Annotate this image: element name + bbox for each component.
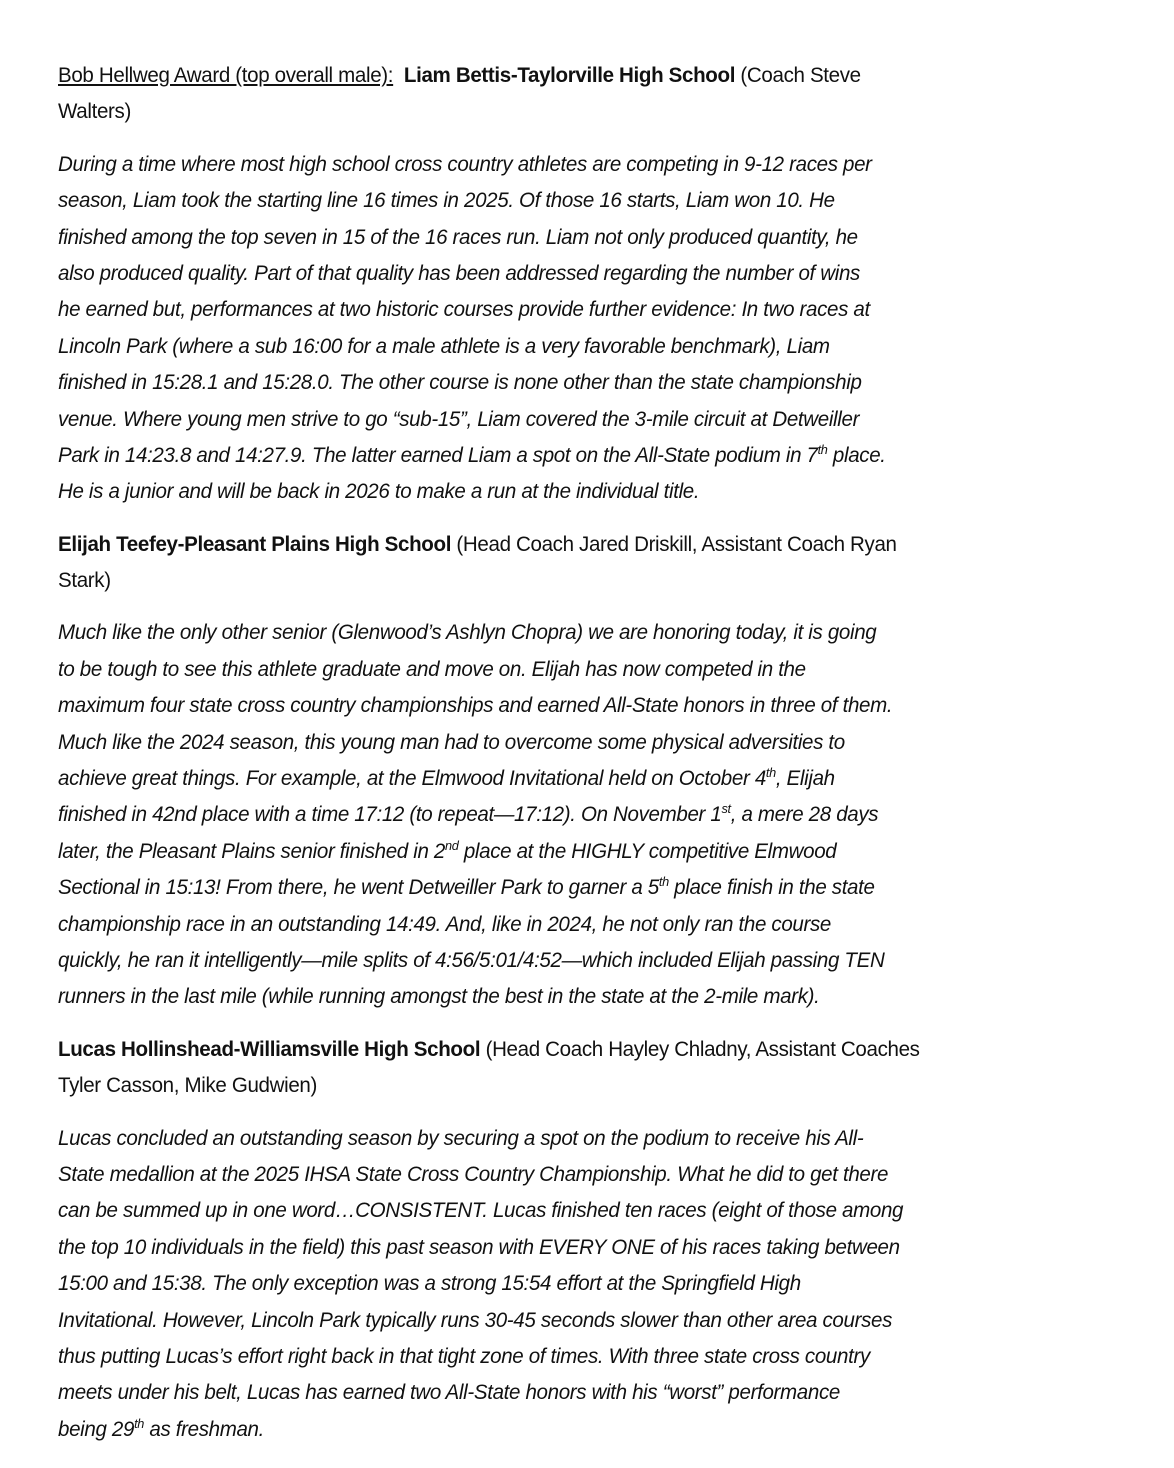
text-run: , a mere 28 days	[730, 803, 879, 827]
body-line: he earned but, performances at two historic courses provide further evidence: In two races at	[58, 298, 870, 322]
coaches-text: Walters)	[58, 100, 131, 124]
body-line: Much like the 2024 season, this young man had to overcome some physical adversities to	[58, 730, 845, 754]
body-line	[58, 870, 1124, 906]
athlete-school-name: Lucas Hollinshead-Williamsville High School	[58, 1037, 481, 1061]
body-line: can be summed up in one word…CONSISTENT. Lucas finished ten races (eight of those among	[58, 1199, 904, 1223]
body-line: finished in 15:28.1 and 15:28.0. The other course is none other than the state championship	[58, 371, 862, 395]
ordinal-suffix: st	[721, 801, 731, 817]
body-line: Much like the only other senior (Glenwood’s Ashlyn Chopra) we are honoring today, it is going	[58, 621, 877, 645]
athlete-heading-elijah	[58, 527, 1158, 600]
body-line: Lincoln Park (where a sub 16:00 for a male athlete is a very favorable benchmark), Liam	[58, 334, 830, 358]
body-line: 15:00 and 15:38. The only exception was a strong 15:54 effort at the Springfield High	[58, 1272, 801, 1296]
heading-line	[58, 1068, 1124, 1104]
body-line: season, Liam took the starting line 16 times in 2025. Of those 16 starts, Liam won 10. He	[58, 189, 835, 213]
body-line: to be tough to see this athlete graduate and move on. Elijah has now competed in the	[58, 657, 806, 681]
text-run: place finish in the state	[668, 876, 875, 900]
ordinal-suffix: nd	[444, 837, 459, 853]
athlete-heading-lucas	[58, 1032, 1158, 1105]
coaches-text: Tyler Casson, Mike Gudwien)	[58, 1074, 318, 1098]
athlete-description-elijah	[58, 615, 1158, 1015]
body-line	[58, 1412, 1124, 1448]
award-heading-liam	[58, 58, 1158, 131]
body-line	[58, 797, 1124, 833]
heading-line	[58, 563, 1124, 599]
heading-line	[58, 58, 1124, 94]
body-line	[58, 438, 1124, 474]
text-run: , Elijah	[775, 767, 835, 791]
coaches-text: Stark)	[58, 569, 111, 593]
ordinal-suffix: th	[817, 441, 828, 457]
athlete-school-name: Liam Bettis-Taylorville High School	[403, 64, 736, 87]
text-run: later, the Pleasant Plains senior finished in 2	[58, 839, 445, 863]
body-line	[58, 761, 1124, 797]
text-run: place.	[827, 443, 886, 467]
heading-line	[58, 1032, 1124, 1068]
text-run: finished in 42nd place with a time 17:12 (to repeat—17:12). On November 1	[58, 803, 722, 827]
body-line: meets under his belt, Lucas has earned two All-State honors with his “worst” performance	[58, 1381, 840, 1405]
coaches-text: (Head Coach Hayley Chladny, Assistant Coaches	[480, 1037, 920, 1061]
body-line: State medallion at the 2025 IHSA State Cross Country Championship. What he did to get there	[58, 1162, 889, 1186]
ordinal-suffix: th	[134, 1415, 145, 1431]
text-run: Sectional in 15:13! From there, he went Detweiller Park to garner a 5	[58, 876, 659, 900]
coaches-text: (Coach Steve	[735, 64, 861, 87]
body-line	[58, 834, 1124, 870]
body-line: finished among the top seven in 15 of the 16 races run. Liam not only produced quantity, he	[58, 225, 858, 249]
body-line: Invitational. However, Lincoln Park typically runs 30-45 seconds slower than other area courses	[58, 1308, 893, 1332]
text-run: as freshman.	[144, 1417, 264, 1441]
ordinal-suffix: th	[658, 874, 669, 890]
body-line: maximum four state cross country championships and earned All-State honors in three of them.	[58, 694, 893, 718]
text-run: place at the HIGHLY competitive Elmwood	[458, 839, 837, 863]
heading-line	[58, 94, 1124, 130]
body-line: also produced quality. Part of that quality has been addressed regarding the number of wins	[58, 261, 860, 285]
body-line: thus putting Lucas’s effort right back in that tight zone of times. With three state cross country	[58, 1344, 870, 1368]
athlete-school-name: Elijah Teefey-Pleasant Plains High School	[58, 532, 452, 556]
heading-line	[58, 527, 1124, 563]
body-line: championship race in an outstanding 14:49. And, like in 2024, he not only ran the course	[58, 912, 831, 936]
athlete-description-lucas	[58, 1121, 1158, 1449]
award-label: Bob Hellweg Award (top overall male):	[58, 64, 394, 87]
body-line: He is a junior and will be back in 2026 to make a run at the individual title.	[58, 480, 700, 504]
ordinal-suffix: th	[765, 764, 776, 780]
athlete-description-liam	[58, 147, 1158, 511]
body-line: quickly, he ran it intelligently—mile splits of 4:56/5:01/4:52—which included Elijah passing TEN	[58, 948, 885, 972]
text-run: Park in 14:23.8 and 14:27.9. The latter earned Liam a spot on the All-State podium in 7	[58, 443, 818, 467]
body-line: During a time where most high school cross country athletes are competing in 9-12 races per	[58, 152, 872, 176]
text-run: achieve great things. For example, at the Elmwood Invitational held on October 4	[58, 767, 766, 791]
body-line: Lucas concluded an outstanding season by securing a spot on the podium to receive his All-	[58, 1126, 864, 1150]
body-line: venue. Where young men strive to go “sub-15”, Liam covered the 3-mile circuit at Detweiller	[58, 407, 860, 431]
body-line: the top 10 individuals in the field) this past season with EVERY ONE of his races taking between	[58, 1235, 900, 1259]
body-line: runners in the last mile (while running amongst the best in the state at the 2-mile mark).	[58, 985, 820, 1009]
text-run: being 29	[58, 1417, 135, 1441]
coaches-text: (Head Coach Jared Driskill, Assistant Coach Ryan	[451, 532, 897, 556]
